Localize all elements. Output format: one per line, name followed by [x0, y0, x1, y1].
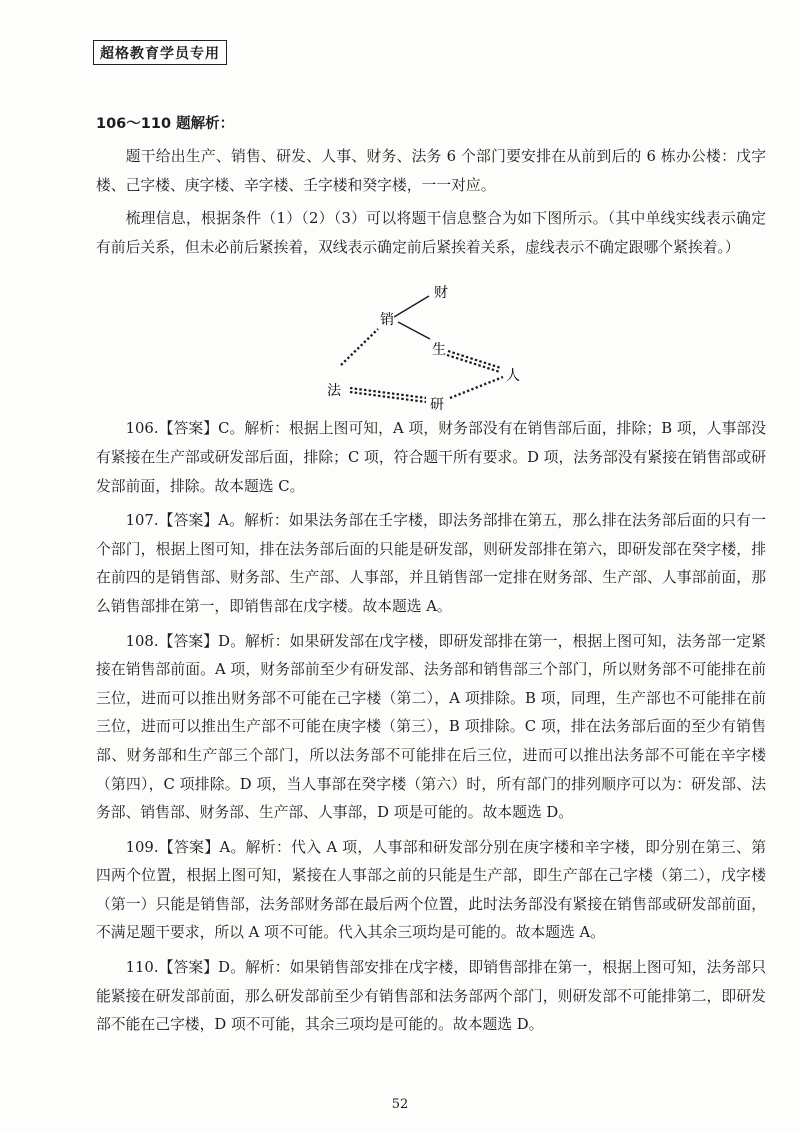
node-fa: 法: [327, 383, 341, 400]
node-cai: 财: [434, 285, 448, 302]
edge-fa-xiao: [341, 329, 378, 365]
edge-yan-ren: [450, 377, 503, 398]
node-xiao: 销: [380, 312, 394, 329]
main-content: [96, 112, 766, 1046]
intro-paragraph: 题干给出生产、销售、研发、人事、财务、法务 6 个部门要安排在从前到后的 6 栋办公楼：戊字楼、己字楼、庚字楼、辛字楼、壬字楼和癸字楼，一一对应。: [96, 148, 766, 194]
section-title: 106～110 题解析：: [96, 116, 235, 132]
edge-sheng-ren-a: [448, 351, 501, 368]
header-badge: 超格教育学员专用: [93, 40, 227, 65]
page-number: 52: [391, 1097, 409, 1112]
diagram-svg: [96, 267, 766, 415]
answer-106: 106.【答案】C。解析：根据上图可知，A 项，财务部没有在销售部后面，排除；B 项，人事部没有紧接在生产部或研发部后面，排除；C 项，符合题干所有要求。D 项，法务部没有紧接在销售部或研发部前面，排除。故本题选 C。: [96, 420, 766, 495]
edge-xiao-sheng: [398, 322, 430, 339]
edge-xiao-cai: [394, 296, 429, 317]
edge-sheng-ren-b: [447, 355, 500, 372]
department-order-diagram: [96, 267, 766, 415]
node-sheng: 生: [432, 342, 446, 359]
answer-107: 107.【答案】A。解析：如果法务部在壬字楼，即法务部排在第五，那么排在法务部后面的只有一个部门，根据上图可知，排在法务部后面的只能是研发部，则研发部排在第六，即研发部在癸字楼，排在前四的是销售部、财务部、生产部、人事部，并且销售部一定排在财务部、生产部、人事部前面，那么销售部排在第一，即销售部在戊字楼。故本题选 A。: [96, 512, 766, 615]
node-ren: 人: [506, 368, 520, 385]
answer-110: 110.【答案】D。解析：如果销售部安排在戊字楼，即销售部排在第一，根据上图可知，法务部只能紧接在研发部前面，那么研发部前至少有销售部和法务部两个部门，则研发部不可能排第二，即研发部不能在己字楼，D 项不可能，其余三项均是可能的。故本题选 D。: [96, 959, 766, 1034]
answer-109: 109.【答案】A。解析：代入 A 项，人事部和研发部分别在庚字楼和辛字楼，即分别在第三、第四两个位置，根据上图可知，紧接在人事部之前的只能是生产部，即生产部在己字楼（第二），戊字楼（第一）只能是销售部，法务部财务部在最后两个位置，此时法务部没有紧接在销售部或研发部前面，不满足题干要求，所以 A 项不可能。代入其余三项均是可能的。故本题选 A。: [96, 838, 766, 942]
node-yan: 研: [430, 397, 444, 414]
answer-108: 108.【答案】D。解析：如果研发部在戊字楼，即研发部排在第一，根据上图可知，法务部一定紧接在销售部前面。A 项，财务部前至少有研发部、法务部和销售部三个部门，所以财务部不可能排在前三位，进而可以推出财务部不可能在己字楼（第二），A 项排除。B 项，同理，生产部也不可能排在前三位，进而可以推出生产部不可能在庚字楼（第三），B 项排除。C 项，排在法务部后面的至少有销售部、财务部和生产部三个部门，所以法务部不可能排在后三位，进而可以推出法务部不可能在辛字楼（第四），C 项排除。D 项，当人事部在癸字楼（第六）时，所有部门的排列顺序可以为：研发部、法务部、销售部、财务部、生产部、人事部，D 项是可能的。故本题选 D。: [96, 632, 766, 822]
intro-paragraph: 梳理信息，根据条件（1）（2）（3）可以将题干信息整合为如下图所示。（其中单线实线表示确定有前后关系，但未必前后紧挨着，双线表示确定前后紧挨着关系，虚线表示不确定跟哪个紧挨着。）: [96, 210, 766, 256]
